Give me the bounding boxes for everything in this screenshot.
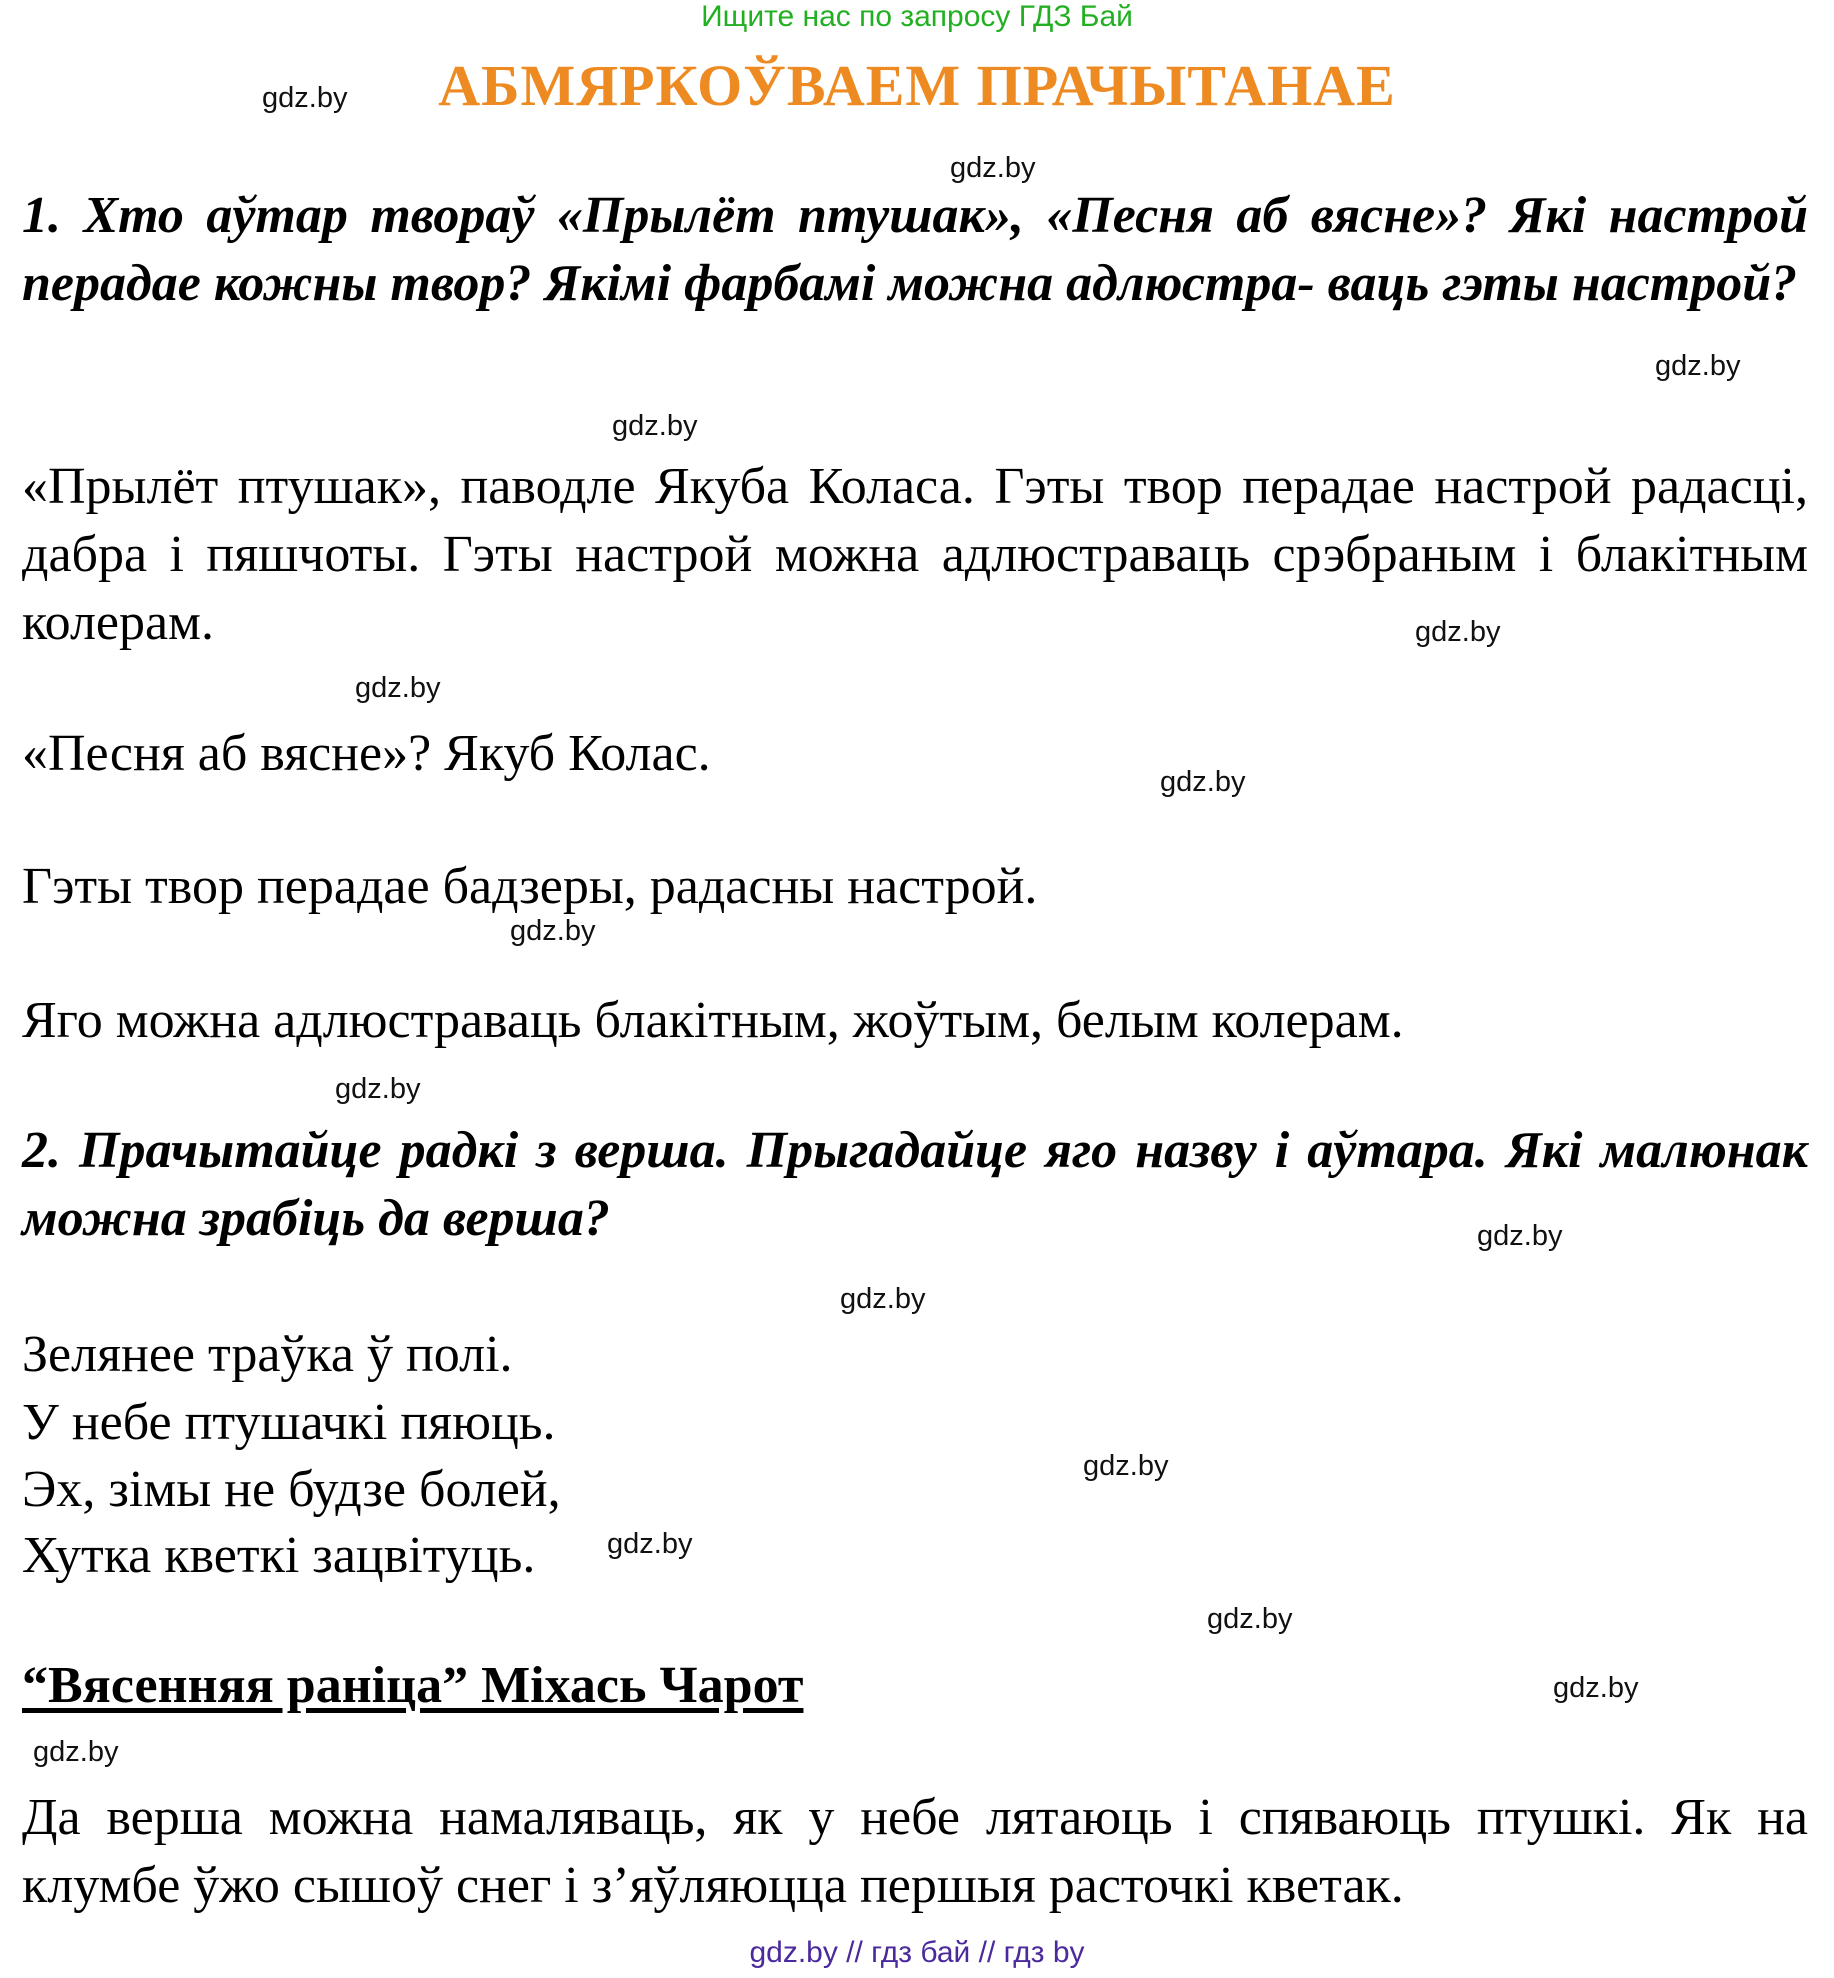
footer: gdz.by // гдз бай // гдз by [749, 1936, 1085, 1969]
top-banner: Ищите нас по запросу ГДЗ Бай [701, 0, 1133, 33]
watermark: gdz.by [355, 672, 441, 704]
watermark: gdz.by [1655, 350, 1741, 382]
watermark: gdz.by [262, 82, 348, 114]
answer-1-line: «Песня аб вясне»? Якуб Колас. [22, 725, 711, 782]
watermark: gdz.by [950, 152, 1036, 184]
watermark: gdz.by [33, 1736, 119, 1768]
answer-2-paragraph: Да верша можна намаляваць, як у небе лятаюць і спяваюць птушкі. Як на клумбе ўжо сышоў снег і з’яўляюцца першыя расточкі кветак. [22, 1789, 1808, 1914]
watermark: gdz.by [1207, 1603, 1293, 1635]
poem-line: Зелянее траўка ў полі. [22, 1326, 513, 1383]
poem-line: Эх, зімы не будзе болей, [22, 1461, 561, 1518]
watermark: gdz.by [1415, 616, 1501, 648]
watermark: gdz.by [510, 915, 596, 947]
question-2: 2. Прачытайце радкі з верша. Прыгадайце яго назву і аўтара. Які малюнак можна зрабіць да верша? [22, 1122, 1808, 1247]
poem-line: У небе птушачкі пяюць. [22, 1394, 556, 1451]
watermark: gdz.by [1553, 1672, 1639, 1704]
page-title: АБМЯРКОЎВАЕМ ПРАЧЫТАНАЕ [438, 53, 1396, 118]
watermark: gdz.by [1477, 1220, 1563, 1252]
watermark: gdz.by [612, 410, 698, 442]
answer-1-line: Гэты твор перадае бадзеры, радасны настрой. [22, 858, 1038, 915]
answer-1-paragraph: «Прылёт птушак», паводле Якуба Коласа. Гэты твор перадае настрой радасці, дабра і пяшчоты. Гэты настрой можна адлюстраваць срэбраным і блакітным колерам. [22, 458, 1808, 651]
watermark: gdz.by [1083, 1450, 1169, 1482]
watermark: gdz.by [1160, 766, 1246, 798]
question-1: 1. Хто аўтар твораў «Прылёт птушак», «Песня аб вясне»? Які настрой перадае кожны твор? Якімі фарбамі можна адлюстра- ваць гэты настрой? [22, 187, 1808, 312]
watermark: gdz.by [607, 1528, 693, 1560]
answer-1-line: Яго можна адлюстраваць блакітным, жоўтым, белым колерам. [22, 992, 1404, 1049]
watermark: gdz.by [335, 1073, 421, 1105]
poem-line: Хутка кветкі зацвітуць. [22, 1527, 536, 1584]
watermark: gdz.by [840, 1283, 926, 1315]
poem-title: “Вясенняя раніца” Міхась Чарот [22, 1657, 804, 1714]
